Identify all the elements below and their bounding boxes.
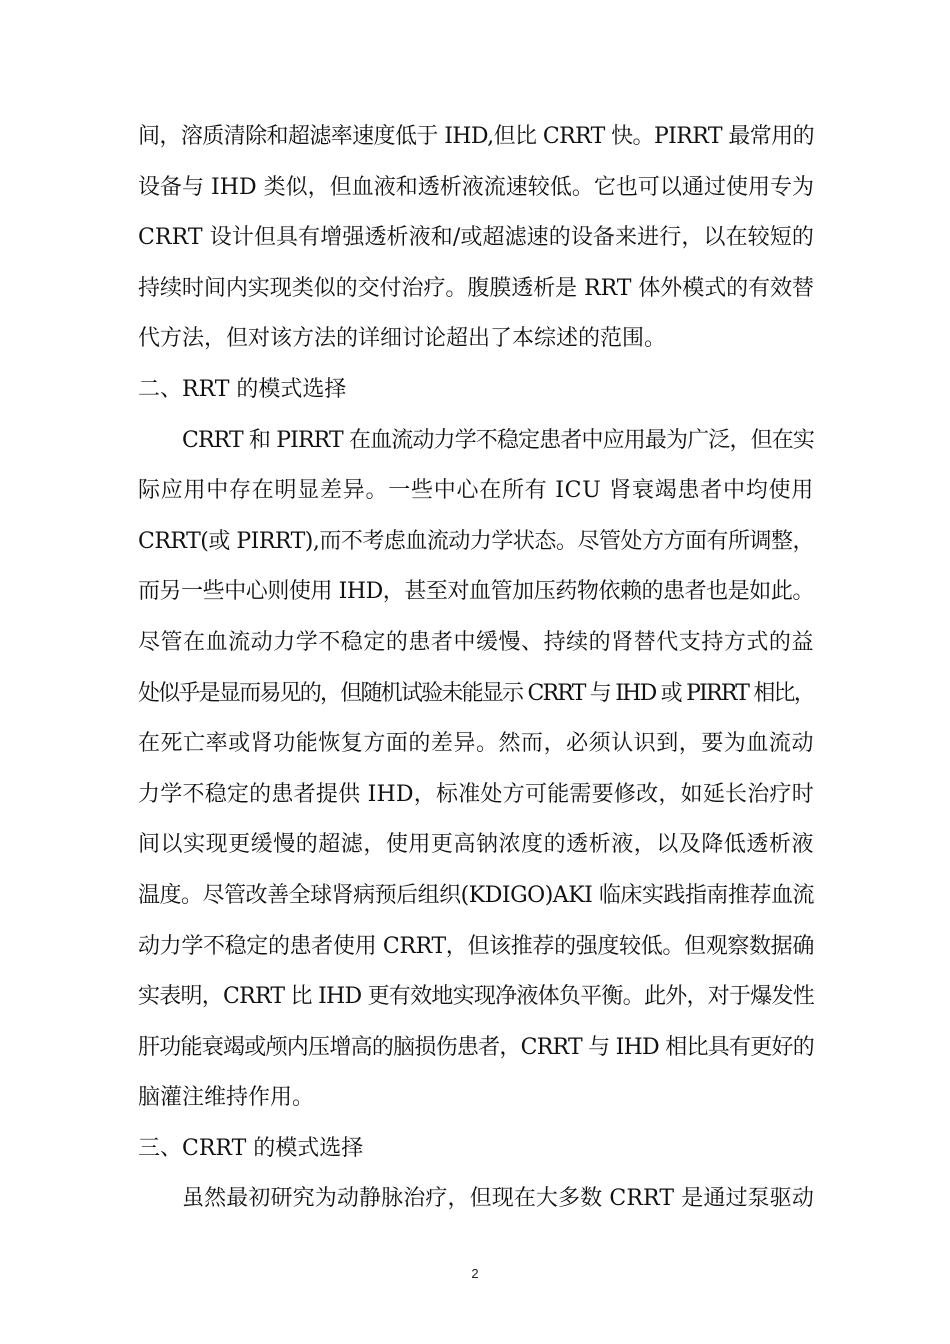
text-line: 实表明，CRRT 比 IHD 更有效地实现净液体负平衡。此外，对于爆发性: [138, 984, 814, 1010]
text-line: 代方法，但对该方法的详细讨论超出了本综述的范围。: [138, 326, 667, 352]
text-line: 间以实现更缓慢的超滤，使用更高钠浓度的透析液，以及降低透析液: [138, 832, 814, 858]
page-number: 2: [471, 1266, 479, 1281]
text-line: CRRT 设计但具有增强透析液和/或超滤速的设备来进行，以在较短的: [138, 225, 814, 251]
text-line: 尽管在血流动力学不稳定的患者中缓慢、持续的肾替代支持方式的益: [138, 629, 814, 655]
text-line: 处似乎是显而易见的，但随机试验未能显示 CRRT 与 IHD 或 PIRRT 相比，: [138, 680, 814, 706]
text-line: 肝功能衰竭或颅内压增高的脑损伤患者，CRRT 与 IHD 相比具有更好的: [138, 1034, 814, 1060]
body-text: [138, 112, 814, 1225]
text-line: 力学不稳定的患者提供 IHD，标准处方可能需要修改，如延长治疗时: [138, 781, 814, 807]
text-line: CRRT 和 PIRRT 在血流动力学不稳定患者中应用最为广泛，但在实: [182, 427, 814, 453]
text-line: 动力学不稳定的患者使用 CRRT，但该推荐的强度较低。但观察数据确: [138, 933, 814, 959]
text-line: 设备与 IHD 类似，但血液和透析液流速较低。它也可以通过使用专为: [138, 174, 814, 200]
text-line: 而另一些中心则使用 IHD，甚至对血管加压药物依赖的患者也是如此。: [138, 579, 814, 605]
text-line: CRRT(或 PIRRT),而不考虑血流动力学状态。尽管处方方面有所调整，: [138, 528, 814, 554]
text-line: 在死亡率或肾功能恢复方面的差异。然而，必须认识到，要为血流动: [138, 731, 814, 757]
text-line: 持续时间内实现类似的交付治疗。腹膜透析是 RRT 体外模式的有效替: [138, 275, 814, 301]
text-line: 脑灌注维持作用。: [138, 1085, 315, 1111]
section-heading: 二、RRT 的模式选择: [138, 376, 347, 402]
text-line: 温度。尽管改善全球肾病预后组织(KDIGO)AKI 临床实践指南推荐血流: [138, 882, 814, 908]
text-line: 间，溶质清除和超滤率速度低于 IHD,但比 CRRT 快。PIRRT 最常用的: [138, 124, 814, 149]
section-heading: 三、CRRT 的模式选择: [138, 1135, 364, 1161]
text-line: 虽然最初研究为动静脉治疗，但现在大多数 CRRT 是通过泵驱动: [182, 1186, 814, 1212]
text-line: 际应用中存在明显差异。一些中心在所有 ICU 肾衰竭患者中均使用: [138, 478, 814, 504]
